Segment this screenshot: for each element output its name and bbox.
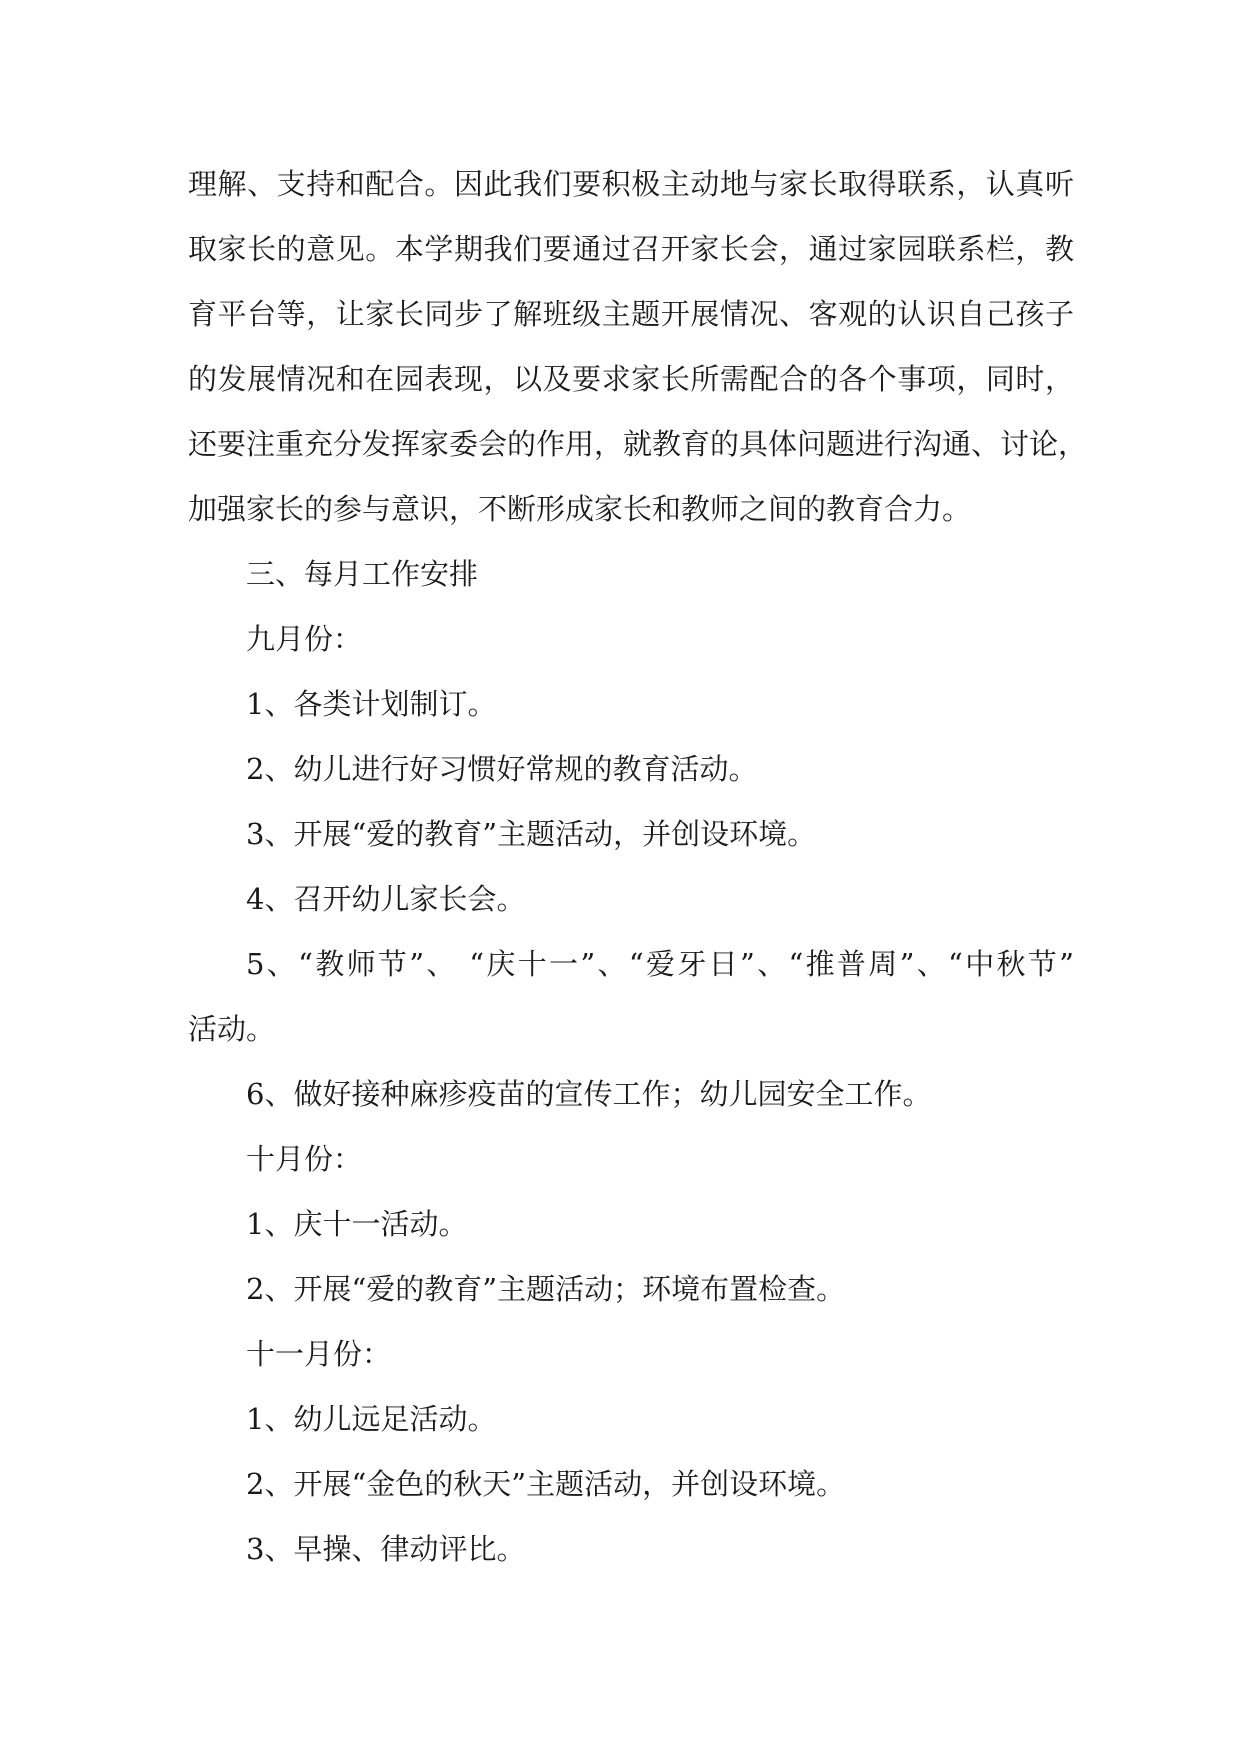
document-body bbox=[188, 152, 1088, 1582]
paragraph-line: 理解、支持和配合。因此我们要积极主动地与家长取得联系，认真听 bbox=[188, 167, 1074, 201]
list-item: 2、开展“爱的教育”主题活动；环境布置检查。 bbox=[246, 1272, 846, 1306]
month-heading-november: 十一月份： bbox=[246, 1337, 392, 1371]
list-item: 3、开展“爱的教育”主题活动，并创设环境。 bbox=[246, 817, 817, 851]
list-item: 1、幼儿远足活动。 bbox=[246, 1402, 497, 1436]
list-item: 2、幼儿进行好习惯好常规的教育活动。 bbox=[246, 752, 758, 786]
paragraph-line: 加强家长的参与意识，不断形成家长和教师之间的教育合力。 bbox=[188, 492, 972, 526]
paragraph-line: 还要注重充分发挥家委会的作用，就教育的具体问题进行沟通、讨论， bbox=[188, 427, 1088, 461]
paragraph-line: 的发展情况和在园表现，以及要求家长所需配合的各个事项，同时， bbox=[188, 362, 1074, 396]
list-item: 1、庆十一活动。 bbox=[246, 1207, 468, 1241]
list-item: 2、开展“金色的秋天”主题活动，并创设环境。 bbox=[246, 1467, 846, 1501]
month-heading-september: 九月份： bbox=[246, 622, 363, 656]
list-item: 3、早操、律动评比。 bbox=[246, 1532, 526, 1566]
month-heading-october: 十月份： bbox=[246, 1142, 363, 1176]
paragraph-line: 育平台等，让家长同步了解班级主题开展情况、客观的认识自己孩子 bbox=[188, 297, 1074, 331]
paragraph-line: 取家长的意见。本学期我们要通过召开家长会，通过家园联系栏，教 bbox=[188, 232, 1074, 266]
list-item: 4、召开幼儿家长会。 bbox=[246, 882, 526, 916]
list-item: 6、做好接种麻疹疫苗的宣传工作；幼儿园安全工作。 bbox=[246, 1077, 932, 1111]
section-heading: 三、每月工作安排 bbox=[246, 557, 479, 591]
list-item-continuation: 活动。 bbox=[188, 1012, 276, 1046]
list-item: 1、各类计划制订。 bbox=[246, 687, 497, 721]
list-item: 5、“教师节”、 “庆十一”、“爱牙日”、“推普周”、“中秋节” bbox=[246, 947, 1074, 981]
